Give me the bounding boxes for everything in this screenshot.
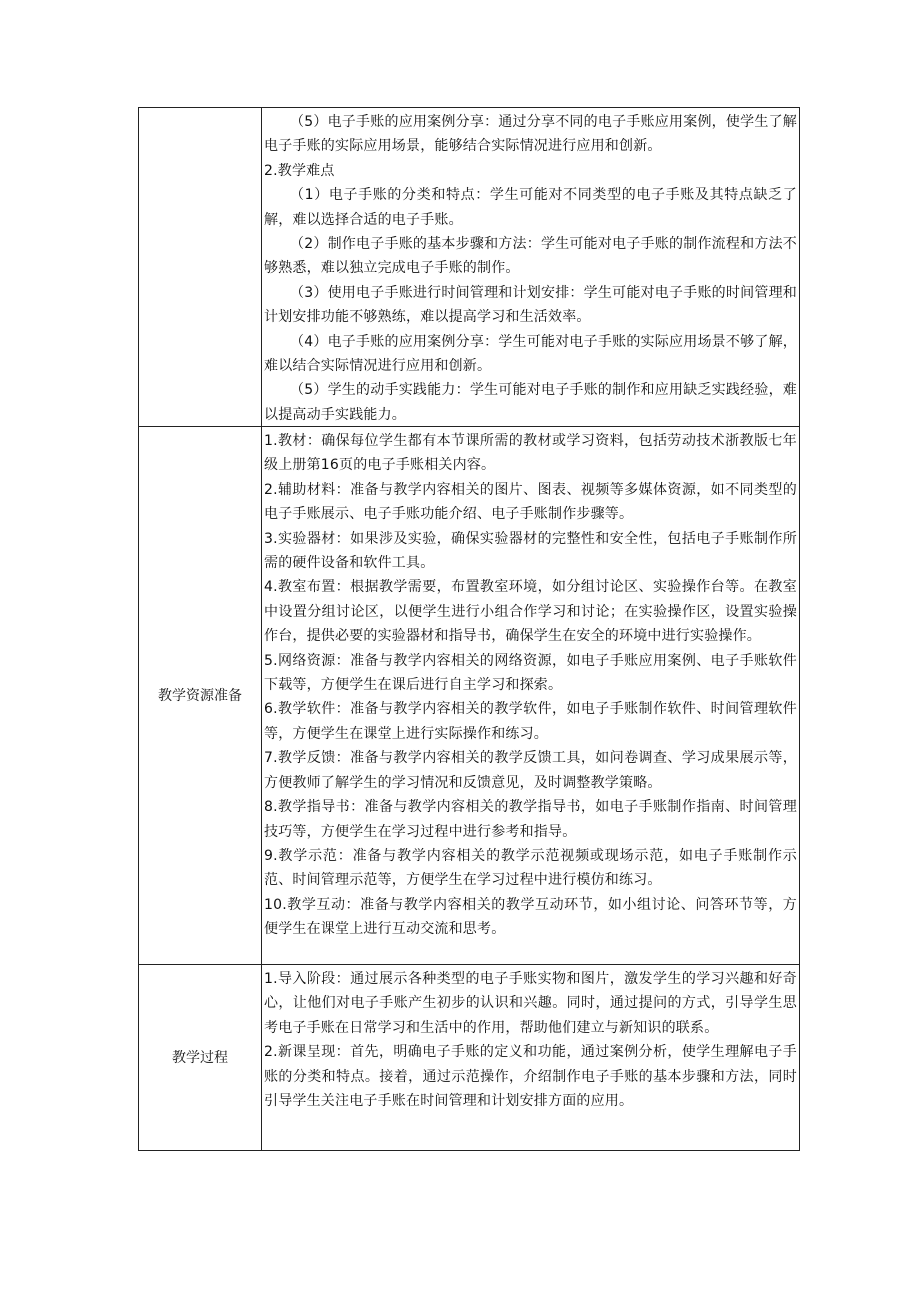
paragraph: 1.导入阶段：通过展示各种类型的电子手账实物和图片，激发学生的学习兴趣和好奇心，让他们对电子手账产生初步的认识和兴趣。同时，通过提问的方式，引导学生思考电子手账在日常学习和生活中的作用，帮助他们建立与新知识的联系。	[264, 971, 797, 1036]
section-heading: 2.教学难点	[264, 162, 335, 179]
row-content-resources	[262, 427, 800, 965]
paragraph: 6.教学软件：准备与教学内容相关的教学软件，如电子手账制作软件、时间管理软件等，方便学生在课堂上进行实际操作和练习。	[264, 701, 797, 742]
paragraph: （5）学生的动手实践能力：学生可能对电子手账的制作和应用缺乏实践经验，难以提高动手实践能力。	[264, 382, 797, 423]
table-row	[139, 965, 800, 1151]
paragraph: 1.教材：确保每位学生都有本节课所需的教材或学习资料，包括劳动技术浙教版七年级上册第16页的电子手账相关内容。	[264, 433, 797, 474]
paragraph: （4）电子手账的应用案例分享：学生可能对电子手账的实际应用场景不够了解，难以结合实际情况进行应用和创新。	[264, 333, 797, 375]
paragraph: 8.教学指导书：准备与教学内容相关的教学指导书，如电子手账制作指南、时间管理技巧等，方便学生在学习过程中进行参考和指导。	[264, 799, 797, 840]
paragraph: 5.网络资源：准备与教学内容相关的网络资源，如电子手账应用案例、电子手账软件下载等，方便学生在课后进行自主学习和探索。	[264, 652, 797, 694]
paragraph: 2.辅助材料：准备与教学内容相关的图片、图表、视频等多媒体资源，如不同类型的电子手账展示、电子手账功能介绍、电子手账制作步骤等。	[264, 481, 797, 523]
table-row	[139, 108, 800, 427]
row-label-resources: 教学资源准备	[139, 427, 262, 965]
paragraph: 4.教室布置：根据教学需要，布置教室环境，如分组讨论区、实验操作台等。在教室中设置分组讨论区，以便学生进行小组合作学习和讨论；在实验操作区，设置实验操作台，提供必要的实验器材和指导书，确保学生在安全的环境中进行实验操作。	[264, 579, 797, 645]
paragraph: 7.教学反馈：准备与教学内容相关的教学反馈工具，如问卷调查、学习成果展示等，方便教师了解学生的学习情况和反馈意见，及时调整教学策略。	[264, 750, 797, 791]
paragraph: 2.新课呈现：首先，明确电子手账的定义和功能，通过案例分析，使学生理解电子手账的分类和特点。接着，通过示范操作，介绍制作电子手账的基本步骤和方法，同时引导学生关注电子手账在时间管理和计划安排方面的应用。	[264, 1044, 797, 1110]
paragraph: （3）使用电子手账进行时间管理和计划安排：学生可能对电子手账的时间管理和计划安排功能不够熟练，难以提高学习和生活效率。	[264, 284, 797, 326]
paragraph: （1）电子手账的分类和特点：学生可能对不同类型的电子手账及其特点缺乏了解，难以选择合适的电子手账。	[264, 187, 797, 228]
lesson-plan-table	[138, 107, 800, 1151]
row-content-difficulties	[262, 108, 800, 427]
paragraph: （5）电子手账的应用案例分享：通过分享不同的电子手账应用案例，使学生了解电子手账的实际应用场景，能够结合实际情况进行应用和创新。	[264, 114, 797, 155]
row-label-empty	[139, 108, 262, 427]
paragraph: 10.教学互动：准备与教学内容相关的教学互动环节，如小组讨论、问答环节等，方便学生在课堂上进行互动交流和思考。	[264, 896, 797, 938]
row-label-process: 教学过程	[139, 965, 262, 1151]
table-row	[139, 427, 800, 965]
paragraph: 3.实验器材：如果涉及实验，确保实验器材的完整性和安全性，包括电子手账制作所需的硬件设备和软件工具。	[264, 530, 797, 572]
paragraph: （2）制作电子手账的基本步骤和方法：学生可能对电子手账的制作流程和方法不够熟悉，难以独立完成电子手账的制作。	[264, 236, 797, 277]
paragraph: 9.教学示范：准备与教学内容相关的教学示范视频或现场示范，如电子手账制作示范、时间管理示范等，方便学生在学习过程中进行模仿和练习。	[264, 847, 797, 889]
row-content-process	[262, 965, 800, 1151]
